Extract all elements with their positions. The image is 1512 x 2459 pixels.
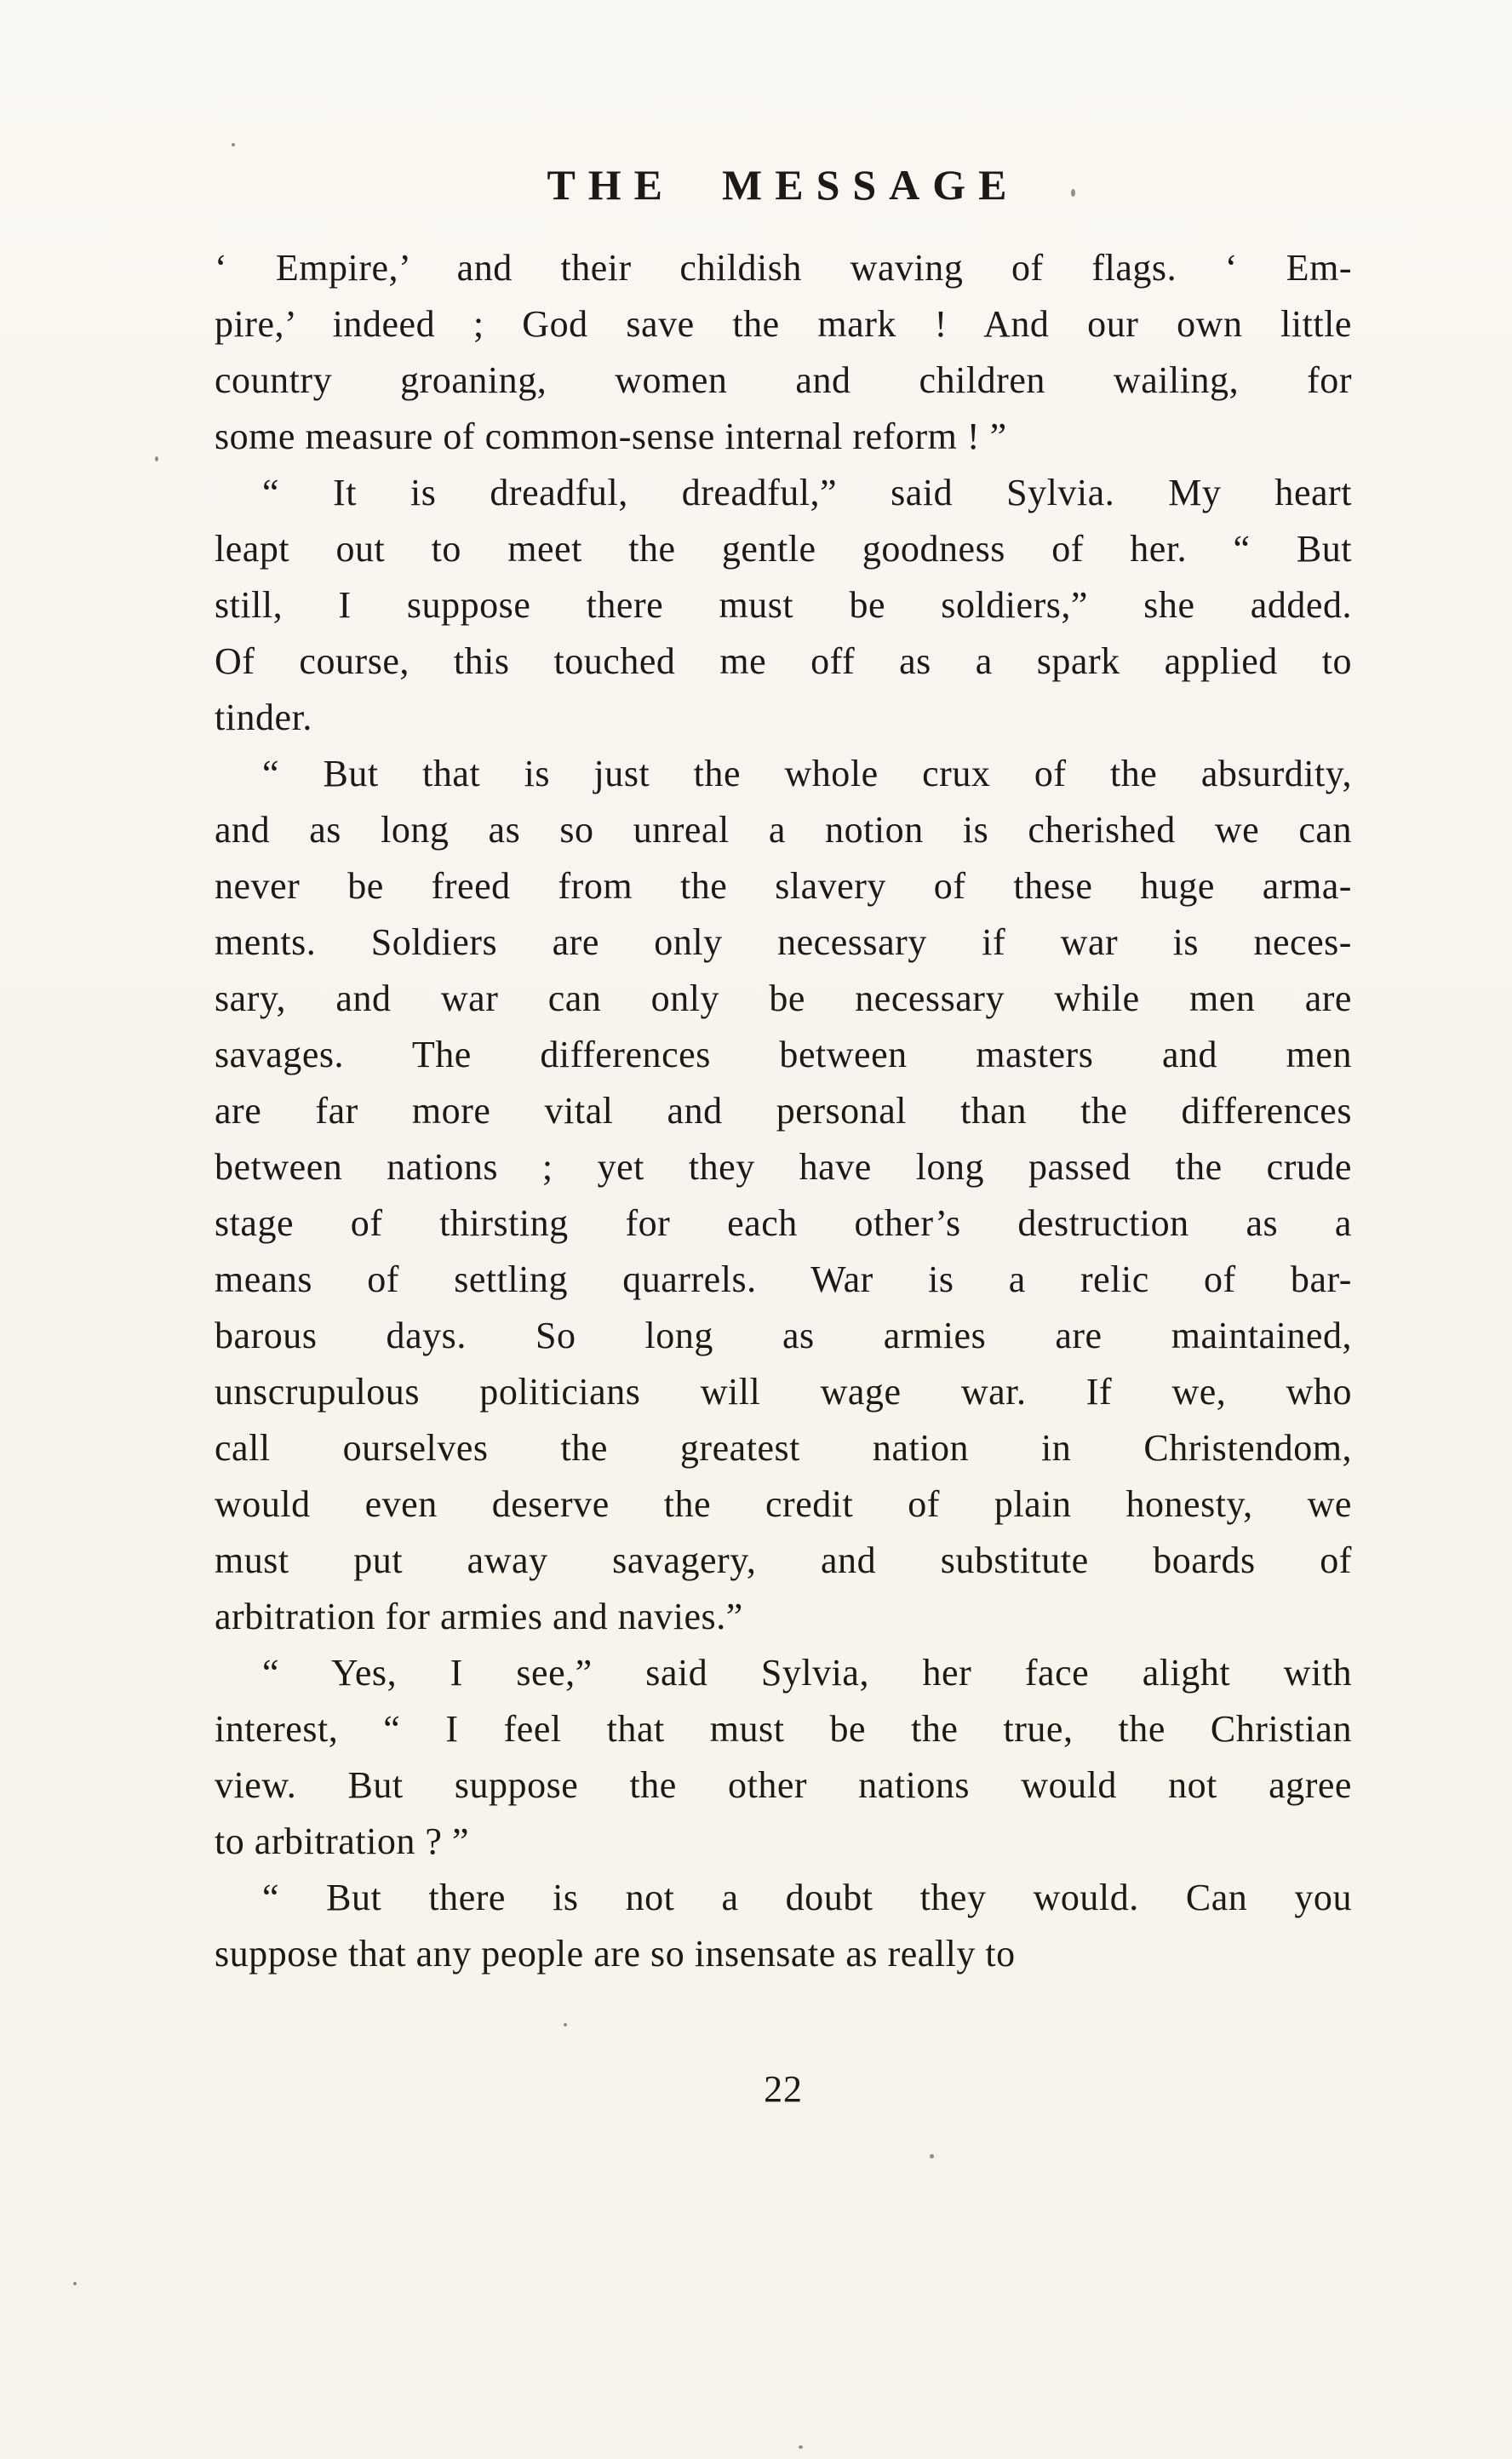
text-line: savages. The differences between masters and men xyxy=(215,1034,1352,1075)
text-line: unscrupulous politicians will wage war. If we, who xyxy=(215,1371,1352,1413)
text-line: stage of thirsting for each other’s destruction as a xyxy=(215,1202,1352,1244)
paragraph xyxy=(215,746,1352,1645)
paragraph xyxy=(215,465,1352,746)
text-line: ments. Soldiers are only necessary if war is neces- xyxy=(215,921,1352,963)
text-line: sary, and war can only be necessary while men are xyxy=(215,977,1352,1019)
text-line: still, I suppose there must be soldiers,” she added. xyxy=(215,584,1352,626)
scan-artifact xyxy=(930,2154,934,2158)
text-line: must put away savagery, and substitute boards of xyxy=(215,1539,1352,1581)
text-line: ‘ Empire,’ and their childish waving of flags. ‘ Em- xyxy=(215,247,1352,289)
page-number: 22 xyxy=(764,2068,803,2110)
page-body xyxy=(215,240,1352,1982)
scan-artifact xyxy=(73,2282,77,2285)
text-line: never be freed from the slavery of these huge arma- xyxy=(215,865,1352,907)
text-line: interest, “ I feel that must be the true, the Christian xyxy=(215,1708,1352,1750)
text-line: “ It is dreadful, dreadful,” said Sylvia. My heart xyxy=(262,472,1352,513)
text-line: “ But there is not a doubt they would. Can you xyxy=(262,1877,1352,1918)
paragraph xyxy=(215,1645,1352,1870)
text-line: tinder. xyxy=(215,696,312,738)
text-line: means of settling quarrels. War is a relic of bar- xyxy=(215,1258,1352,1300)
text-line: would even deserve the credit of plain honesty, we xyxy=(215,1483,1352,1525)
text-line: are far more vital and personal than the differences xyxy=(215,1090,1352,1132)
text-line: between nations ; yet they have long passed the crude xyxy=(215,1146,1352,1188)
scan-artifact xyxy=(232,143,235,146)
paragraph xyxy=(215,1870,1352,1982)
text-line: pire,’ indeed ; God save the mark ! And our own little xyxy=(215,303,1352,345)
text-line: “ Yes, I see,” said Sylvia, her face alight with xyxy=(262,1652,1352,1694)
text-line: “ But that is just the whole crux of the absurdity, xyxy=(262,753,1352,794)
text-line: suppose that any people are so insensate as really to xyxy=(215,1933,1016,1975)
text-line: and as long as so unreal a notion is cherished we can xyxy=(215,809,1352,851)
text-line: to arbitration ? ” xyxy=(215,1820,470,1862)
page-title: THE MESSAGE xyxy=(547,161,1020,209)
text-line: barous days. So long as armies are maintained, xyxy=(215,1315,1352,1356)
scan-artifact xyxy=(155,456,158,461)
text-line: call ourselves the greatest nation in Christendom, xyxy=(215,1427,1352,1469)
scan-artifact xyxy=(564,2023,567,2026)
scan-artifact xyxy=(799,2445,803,2449)
text-line: country groaning, women and children wailing, for xyxy=(215,359,1352,401)
text-line: leapt out to meet the gentle goodness of her. “ But xyxy=(215,528,1352,570)
text-line: some measure of common-sense internal reform ! ” xyxy=(215,416,1007,457)
text-line: Of course, this touched me off as a spark applied to xyxy=(215,640,1352,682)
paragraph xyxy=(215,240,1352,465)
text-line: view. But suppose the other nations would not agree xyxy=(215,1764,1352,1806)
text-line: arbitration for armies and navies.” xyxy=(215,1596,743,1637)
